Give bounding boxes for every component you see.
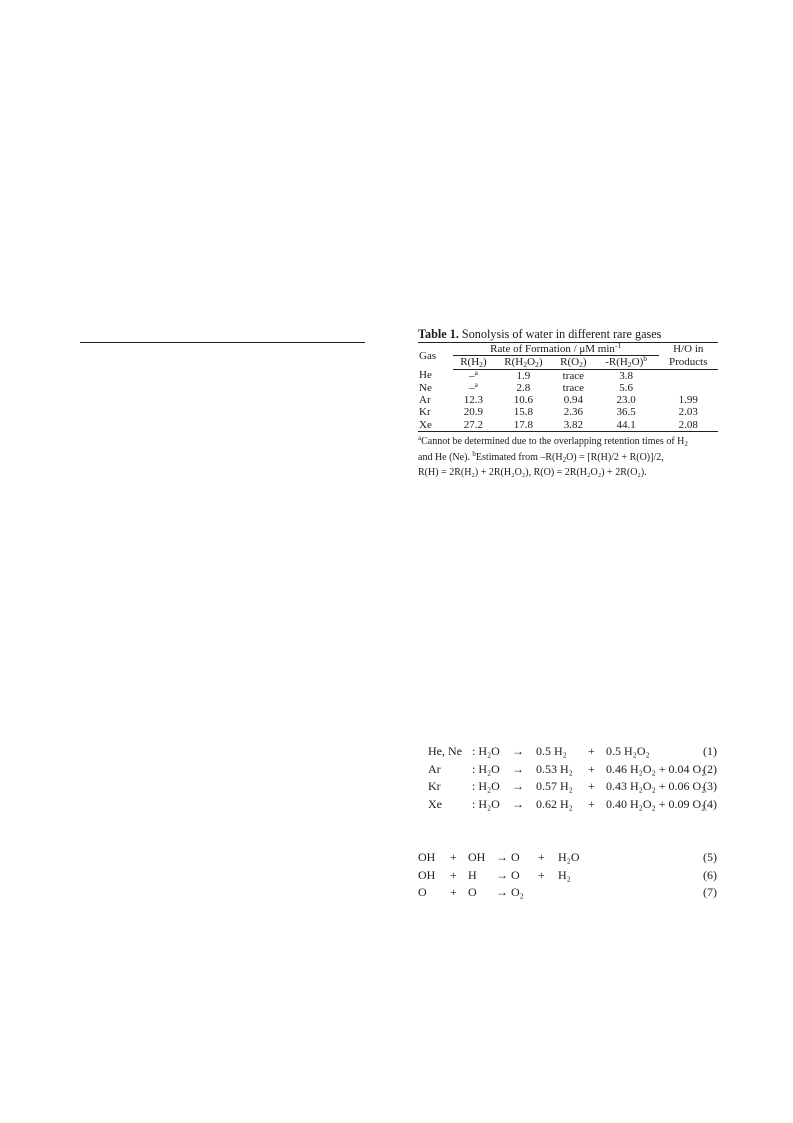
footnote-line2-sub: 2 [562,455,567,464]
cell-r-h2 [453,379,494,394]
header-r-h2o2 [494,356,553,369]
eq-lhs: : H₂O [472,761,500,776]
header-ho-line2: Products [659,356,719,369]
header-r-h2o [594,356,659,369]
eq-arrow-product: → O [496,850,520,864]
footnote-a-text: Cannot be determined due to the overlapping retention times of H [421,436,685,448]
eq-term1: 0.57 H₂ [536,779,573,794]
table-row [418,382,718,394]
eq-term2: 0.40 H₂O₂ + 0.09 O₂ [606,797,706,812]
footnote-line2-pre: and He (Ne). [418,451,473,463]
left-column-rule [80,342,365,343]
eq-lhs: : H₂O [472,744,500,758]
col-h2o-sub: 2 [627,360,632,370]
cell-r-h2-sup: a [474,379,478,389]
col-h2o-post: O) [631,356,644,369]
cell-r-h2o: 44.1 [616,418,636,431]
table-title [418,327,723,341]
eq-reactant-b: H [468,867,477,882]
col-h2o2-post: O [527,356,536,369]
col-o2-post: ) [582,356,587,369]
eq-number: (6) [703,867,717,882]
cell-r-h2o2: 2.8 [516,381,531,394]
eq-plus: + [588,761,595,776]
col-h2-pre: R(H [460,356,480,369]
footnote-b-mark: b [472,449,476,458]
footnote-line-3: R(H) = 2R(H₂) + 2R(H₂O₂), R(O) = 2R(H₂O₂) + 2R(O₂). [418,467,647,479]
cell-gas: Ar [419,394,431,407]
header-rate [453,343,659,356]
eq-plus: + [450,850,457,864]
cell-r-h2 [453,394,494,406]
col-o2-pre: R(O [560,356,580,369]
cell-r-h2o2: 10.6 [513,394,534,407]
cell-ho: 2.03 [678,406,698,419]
table-1 [418,327,723,481]
equations-overall [418,744,724,815]
cell-r-h2-value: 20.9 [463,406,484,419]
eq-plus: + [588,744,595,758]
col-h2-post: ) [482,356,487,369]
sonolysis-table [418,342,718,432]
cell-r-o2: trace [562,369,585,382]
eq-gas: Xe [428,797,442,812]
col-h2o-pre: -R(H [605,356,628,369]
cell-r-h2-value: – [468,381,475,394]
footnote-line-1 [418,434,728,450]
footnote-a-sub: 2 [684,440,688,449]
equation-2 [418,762,724,780]
cell-r-o2: 0.94 [563,394,583,407]
eq-arrow: → [512,797,524,812]
eq-arrow: → [512,761,524,776]
equation-1 [418,744,724,762]
equations-radical [418,850,724,903]
footnote-line2-text: Estimated from –R(H [475,451,563,463]
cell-gas: He [419,369,432,382]
header-rate-text: Rate of Formation / μM min [490,343,615,355]
cell-ho [659,382,719,394]
col-h2o2-post2: ) [538,356,543,369]
eq-gas: Ar [428,761,441,776]
eq-product-c: H₂O [558,850,580,864]
eq-gas: Kr [428,779,441,794]
col-h2o2-pre: R(H [504,356,524,369]
cell-gas: Kr [419,406,431,419]
cell-r-h2-value: – [468,369,475,382]
table-row [418,406,718,418]
footnote-a-mark: a [418,434,422,443]
table-title-text: Sonolysis of water in different rare gases [458,327,662,341]
eq-reactant-b: O [468,885,477,899]
col-h2o2-sub: 2 [523,360,528,370]
eq-plus: + [538,850,545,864]
eq-term2: 0.5 H₂O₂ [606,744,650,758]
eq-lhs: : H₂O [472,797,500,812]
eq-term2: 0.43 H₂O₂ + 0.06 O₂ [606,779,706,794]
cell-ho: 1.99 [678,394,698,407]
table-row [418,394,718,406]
eq-number: (3) [703,779,717,794]
cell-r-o2: 2.36 [563,406,583,419]
eq-plus: + [450,885,457,899]
eq-reactant-b: OH [468,850,486,864]
eq-plus: + [538,867,545,882]
cell-r-h2o: 3.8 [619,369,634,382]
eq-lhs: : H₂O [472,779,500,794]
eq-term2: 0.46 H₂O₂ + 0.04 O₂ [606,761,706,776]
eq-reactant-a: OH [418,850,436,864]
cell-r-h2o: 5.6 [619,381,634,394]
header-rate-sup: -1 [614,341,622,350]
cell-r-h2-sup: a [474,367,478,377]
cell-r-h2 [453,419,494,432]
cell-r-o2: trace [562,381,585,394]
eq-term1: 0.53 H₂ [536,761,573,776]
table-row [418,369,718,382]
eq-product-c: H₂ [558,867,571,882]
cell-ho: 2.08 [678,418,698,431]
cell-gas: Xe [419,418,432,431]
cell-r-h2-value: 27.2 [463,418,484,431]
table-footnote [418,434,728,481]
eq-arrow-product: → O₂ [496,885,524,899]
eq-plus: + [588,779,595,794]
col-h2-sub: 2 [479,360,483,370]
eq-term1: 0.62 H₂ [536,797,573,812]
cell-r-h2o2: 17.8 [513,418,534,431]
eq-plus: + [450,867,457,882]
equation-4 [418,797,724,815]
footnote-line-2 [418,450,728,466]
eq-number: (5) [703,850,717,864]
cell-r-h2o2: 15.8 [513,406,534,419]
table-row [418,419,718,432]
header-ho-line1: H/O in [673,343,704,356]
cell-gas: Ne [419,381,432,394]
eq-arrow-product: → O [496,867,520,882]
eq-term1: 0.5 H₂ [536,744,567,758]
equation-6 [418,868,724,886]
eq-arrow: → [512,779,524,794]
equation-5 [418,850,724,868]
cell-r-h2-value: 12.3 [463,394,484,407]
footnote-line2-post: O) = [R(H)/2 + R(O)]/2, [566,451,664,463]
cell-r-h2o2: 1.9 [516,369,531,382]
eq-number: (1) [703,744,717,758]
eq-number: (4) [703,797,717,812]
equation-7 [418,885,724,903]
cell-r-h2o: 23.0 [616,394,636,407]
eq-number: (2) [703,761,717,776]
col-o2-sub: 2 [579,360,583,370]
eq-reactant-a: O [418,885,427,899]
col-h2o-sup: b [643,354,648,364]
eq-gas: He, Ne [428,744,462,758]
equation-3 [418,779,724,797]
cell-r-h2 [453,406,494,418]
cell-ho [659,369,719,382]
eq-number: (7) [703,885,717,899]
header-gas: Gas [419,349,437,362]
eq-arrow: → [512,744,524,758]
eq-plus: + [588,797,595,812]
table-title-label: Table 1. [418,327,459,341]
col-h2o2-sub2: 2 [535,360,539,370]
eq-reactant-a: OH [418,867,436,882]
cell-r-h2o: 36.5 [616,406,636,419]
cell-r-o2: 3.82 [563,418,583,431]
header-r-o2 [553,356,594,369]
